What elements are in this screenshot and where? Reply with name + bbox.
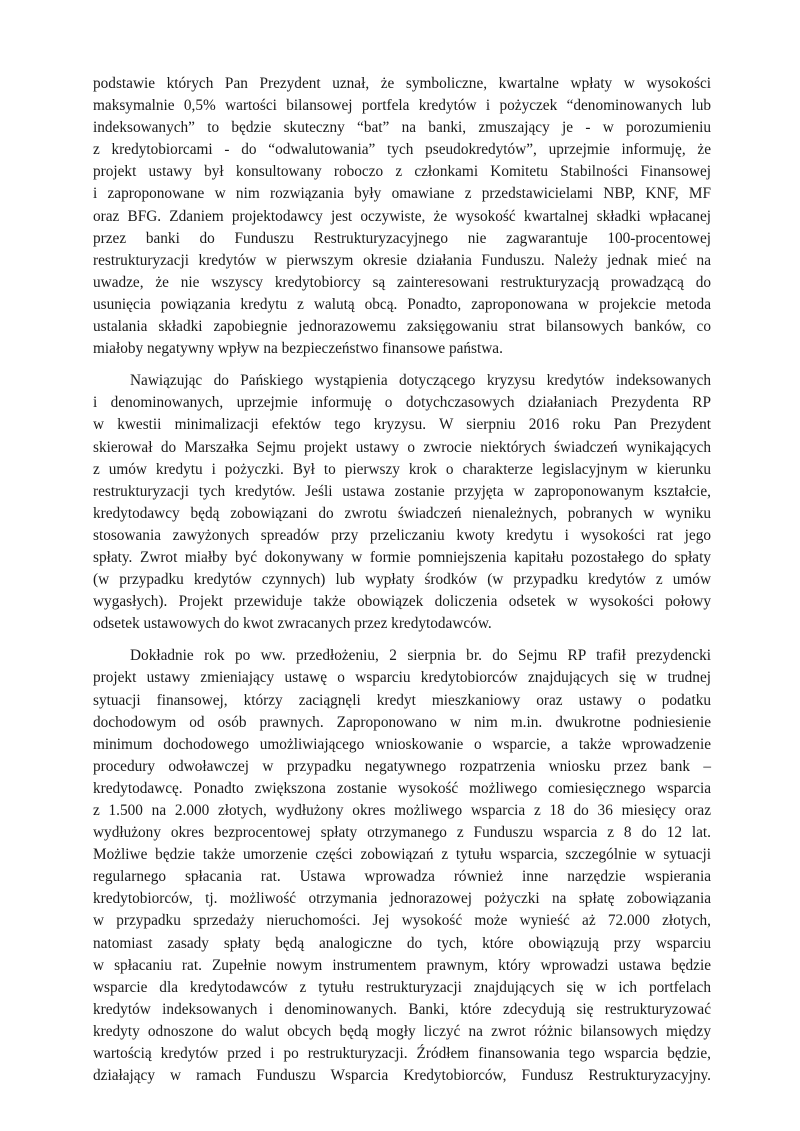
text-line: kredytów indeksowanych i denominowanych. Banki, które zdecydują się restrukturyzować (93, 1000, 711, 1018)
text-line: z kredytobiorcami - do “odwalutowania” tych pseudokredytów”, uprzejmie informuję, że (93, 141, 711, 159)
text-line: oraz BFG. Zdaniem projektodawcy jest oczywiste, że wysokość kwartalnej składki wpłacanej (93, 207, 711, 225)
text-line: indeksowanych” to będzie skuteczny “bat” na banki, zmuszający je - w porozumieniu (93, 119, 711, 137)
document-body (93, 73, 711, 1087)
text-line: Nawiązując do Pańskiego wystąpienia dotyczącego kryzysu kredytów indeksowanych (130, 372, 711, 390)
text-line: wartością kredytów przed i po restrukturyzacji. Źródłem finansowania tego wsparcia będzie, (93, 1045, 711, 1063)
text-line: ustalania składki zapobiegnie jednorazowemu zaksięgowaniu strat bilansowych banków, co (93, 318, 711, 336)
text-line: natomiast zasady spłaty będą analogiczne do tych, które obowiązują przy wsparciu (93, 934, 711, 952)
text-line: stosowania zawyżonych spreadów przy przeliczaniu kwoty kredytu i wysokości rat jego (93, 526, 711, 544)
paragraph-1 (93, 73, 711, 360)
text-line: z 1.500 na 2.000 złotych, wydłużony okres możliwego wsparcia z 18 do 36 miesięcy oraz (93, 802, 711, 819)
text-line: procedury odwoławczej w przypadku negatywnego rozpatrzenia wniosku przez bank – (93, 757, 711, 775)
text-line: działający w ramach Funduszu Wsparcia Kredytobiorców, Fundusz Restrukturyzacyjny. (93, 1067, 711, 1085)
text-line: restrukturyzacji tych kredytów. Jeśli ustawa zostanie przyjęta w zaproponowanym kształcie, (93, 482, 711, 500)
text-line: przez banki do Funduszu Restrukturyzacyjnego nie zagwarantuje 100-procentowej (93, 229, 711, 247)
text-line: odsetek ustawowych do kwot zwracanych przez kredytodawców. (93, 615, 492, 633)
text-line: kredytobiorców, tj. możliwość otrzymania jednorazowej pożyczki na spłatę zobowiązania (93, 890, 711, 908)
text-line: spłaty. Zwrot miałby być dokonywany w formie pomniejszenia kapitału pozostałego do spłaty (93, 548, 711, 566)
text-line: Możliwe będzie także umorzenie części zobowiązań z tytułu wsparcia, szczególnie w sytuacji (93, 846, 711, 864)
text-line: kredyty odnoszone do walut obcych będą mogły liczyć na zwrot różnic bilansowych między (93, 1022, 711, 1040)
text-line: projekt ustawy był konsultowany roboczo z członkami Komitetu Stabilności Finansowej (93, 163, 711, 181)
text-line: projekt ustawy zmieniający ustawę o wsparciu kredytobiorców znajdujących się w trudnej (93, 669, 711, 687)
text-line: (w przypadku kredytów czynnych) lub wypłaty środków (w przypadku kredytów z umów (93, 571, 711, 589)
text-line: Dokładnie rok po ww. przedłożeniu, 2 sierpnia br. do Sejmu RP trafił prezydencki (130, 647, 711, 665)
text-line: w kwestii minimalizacji efektów tego kryzysu. W sierpniu 2016 roku Pan Prezydent (93, 416, 711, 434)
text-line: i zaproponowane w nim rozwiązania były omawiane z przedstawicielami NBP, KNF, MF (93, 185, 711, 203)
text-line: wsparcie dla kredytodawców z tytułu restrukturyzacji znajdujących się w ich portfelach (93, 978, 711, 996)
text-line: minimum dochodowego umożliwiającego wnioskowanie o wsparcie, a także wprowadzenie (93, 735, 711, 753)
text-line: w przypadku sprzedaży nieruchomości. Jej wysokość może wynieść aż 72.000 złotych, (93, 912, 711, 930)
text-line: w spłacaniu rat. Zupełnie nowym instrumentem prawnym, który wprowadzi ustawa będzie (93, 956, 711, 974)
text-line: uwadze, że nie wszyscy kredytobiorcy są zainteresowani restrukturyzacją prowadzącą do (93, 273, 711, 291)
text-line: kredytodawcę. Ponadto zwiększona zostanie wysokość możliwego comiesięcznego wsparcia (93, 779, 711, 797)
text-line: maksymalnie 0,5% wartości bilansowej portfela kredytów i pożyczek “denominowanych lub (93, 97, 711, 115)
text-line: i denominowanych, uprzejmie informuję o dotychczasowych działaniach Prezydenta RP (93, 394, 711, 412)
text-line: wygasłych). Projekt przewiduje także obowiązek doliczenia odsetek w wysokości połowy (93, 593, 711, 611)
text-line: kredytodawcy będą zobowiązani do zwrotu świadczeń nienależnych, pobranych w wyniku (93, 504, 711, 522)
text-line: sytuacji finansowej, którzy zaciągnęli kredyt mieszkaniowy oraz ustawy o podatku (93, 691, 711, 709)
text-line: skierował do Marszałka Sejmu projekt ustawy o zwrocie niektórych świadczeń wynikających (93, 438, 711, 456)
paragraph-2 (93, 370, 711, 635)
text-line: miałoby negatywny wpływ na bezpieczeństwo finansowe państwa. (93, 340, 503, 358)
text-line: podstawie których Pan Prezydent uznał, że symboliczne, kwartalne wpłaty w wysokości (93, 75, 711, 92)
text-line: usunięcia powiązania kredytu z walutą obcą. Ponadto, zaproponowana w projekcie metoda (93, 295, 711, 313)
text-line: wydłużony okres bezprocentowej spłaty otrzymanego z Funduszu wsparcia z 8 do 12 lat. (93, 824, 711, 842)
paragraph-3 (93, 645, 711, 1087)
text-line: regularnego spłacania rat. Ustawa wprowadza również inne narzędzie wspierania (93, 868, 711, 886)
text-line: restrukturyzacji kredytów w pierwszym okresie działania Funduszu. Należy jednak mieć na (93, 251, 711, 269)
text-line: z umów kredytu i pożyczki. Był to pierwszy krok o charakterze legislacyjnym w kierunku (93, 460, 711, 478)
text-line: dochodowym od osób prawnych. Zaproponowano w nim m.in. dwukrotne podniesienie (93, 713, 711, 731)
